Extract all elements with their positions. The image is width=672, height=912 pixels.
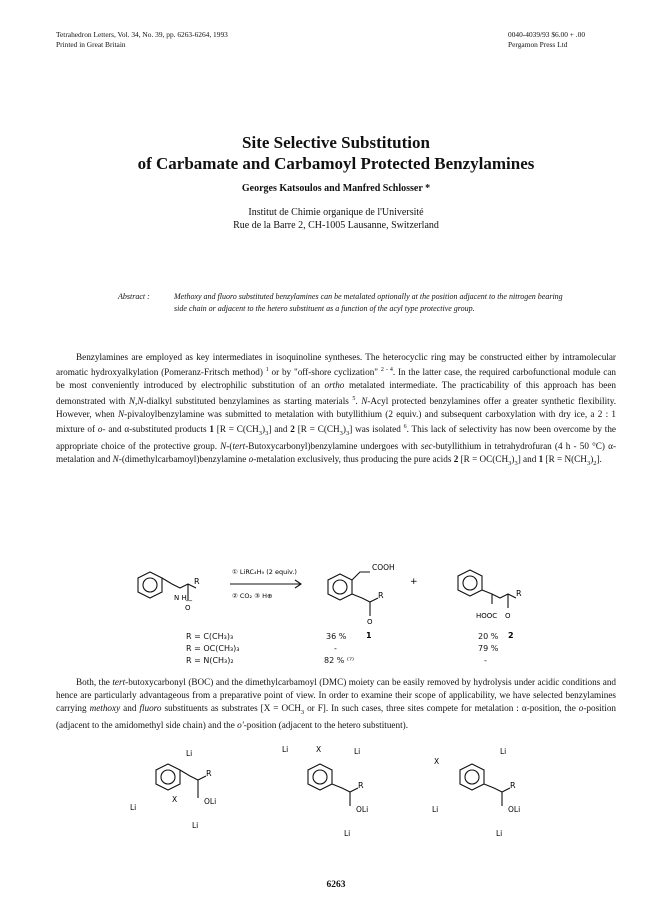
yield-1: 82 % ⁽⁷⁾	[324, 656, 355, 665]
paragraph-1: Benzylamines are employed as key intermediates in isoquinoline syntheses. The heterocyclic ring may be constructed either by intramolecular aromatic hydroxyalkylation (Pomeranz-Fritsch method) $^1$ or by "off-shore cyclization" $^{2 - 4}$. In the latter case, the required carbofunctional module can be most conveniently introduced by electrophilic substitution of an ortho metalated intermediate. The practicability of this approach has been demonstrated with N,N-dialkyl substituted benzylamines as starting materials $^5$. N-Acyl protected benzylamines offer a greater synthetic flexibility. However, when N-pivaloylbenzylamine was submitted to metalation with butyllithium (2 equiv.) and subsequent carboxylation with dry ice, a 2 : 1 mixture of o- and α-substituted products 1 $[R = C(CH_3)_3]$ and 2 $[R = C(CH_3)_3]$ was isolated $^6$. This lack of selectivity has now been overcome by the appropriate choice of the protective group. N-(tert-Butoxycarbonyl)benzylamine undergoes with sec-butyllithium in tetrahydrofuran (4 h - 50 °C) α-metalation and N-(dimethylcarbamoyl)benzylamine o-metalation exclusively, thus producing the pure acids 2 $[R = OC(CH_3)_3]$ and 1 $[R = N(CH_3)_2]$.	[56, 352, 617, 468]
abstract-text: Methoxy and fluoro substituted benzylamines can be metalated optionally at the position adjacent to the nitrogen bearing side chain or adjacent to the hetero substituent as a function of the acyl type protective group.	[174, 292, 563, 313]
yield-row	[186, 632, 526, 644]
reaction-scheme-2	[120, 742, 560, 852]
yield-table	[186, 632, 526, 668]
li-label: Li	[354, 747, 361, 756]
yield-row	[186, 656, 526, 668]
yield-1: 36 %	[326, 632, 347, 641]
reagent-2: ② CO₂ ③ H⊕	[232, 592, 273, 600]
affiliation-line-2: Rue de la Barre 2, CH-1005 Lausanne, Switzerland	[233, 220, 439, 231]
o-label-product2: O	[505, 612, 511, 620]
title-line-2: of Carbamate and Carbamoyl Protected Benzylamines	[137, 154, 535, 173]
li-label: Li	[192, 821, 199, 830]
li-label: Li	[432, 805, 439, 814]
oli-label: OLi	[356, 805, 369, 814]
li-label: Li	[186, 749, 193, 758]
yield-2: 20 %	[478, 632, 499, 641]
yield-2: 79 %	[478, 644, 499, 653]
yield-row	[186, 644, 526, 656]
oli-label: OLi	[204, 797, 217, 806]
li-label: Li	[496, 829, 503, 838]
hooc-label: HOOC	[476, 612, 498, 620]
substituent: R = C(CH₃)₃	[186, 632, 234, 641]
plus-sign: +	[410, 577, 418, 587]
printed-in: Printed in Great Britain	[56, 40, 126, 49]
nh-label: N H ͟	[174, 594, 189, 602]
r-label-product1: R	[378, 591, 384, 600]
journal-citation: Tetrahedron Letters, Vol. 34, No. 39, pp. 6263-6264, 1993	[56, 30, 228, 39]
li-label: Li	[282, 745, 289, 754]
abstract-label: Abstract :	[118, 292, 150, 301]
li-label: Li	[500, 747, 507, 756]
compound-1-label: 1	[366, 631, 372, 640]
oli-label: OLi	[508, 805, 521, 814]
yield-2: -	[484, 656, 487, 665]
r-label: R	[206, 769, 212, 778]
li-label: Li	[130, 803, 137, 812]
r-label: R	[194, 577, 200, 586]
substituent: R = N(CH₃)₂	[186, 656, 234, 665]
x-label: X	[434, 757, 440, 766]
publisher: Pergamon Press Ltd	[508, 40, 568, 49]
o-label: O	[185, 604, 191, 612]
reagent-1: ① LiRC₄H₉ (2 equiv.)	[232, 568, 297, 576]
r-label: R	[358, 781, 364, 790]
page-number: 6263	[326, 880, 346, 890]
cooh-label: COOH	[372, 563, 395, 572]
r-label: R	[510, 781, 516, 790]
o-label-product1: O	[367, 618, 373, 626]
li-label: Li	[344, 829, 351, 838]
r-label-product2: R	[516, 589, 522, 598]
compound-2-label: 2	[508, 631, 514, 640]
authors: Georges Katsoulos and Manfred Schlosser *	[241, 183, 431, 194]
issn-code: 0040-4039/93 $6.00 + .00	[508, 30, 586, 39]
paragraph-2: Both, the tert-butoxycarbonyl (BOC) and the dimethylcarbamoyl (DMC) moiety can be easily removed by hydrolysis under acidic conditions and hence are particularly advantageous from a preparative point of view. In order to examine their scope of applicability, we have selected benzylamines carrying methoxy and fluoro substituents as substrates [$X = OCH_3$ or F]. In such cases, three sites compete for metalation : α-position, the o-position (adjacent to the amidomethyl side chain) and the o'-position (adjacent to the hetero substituent).	[56, 677, 617, 731]
affiliation-line-1: Institut de Chimie organique de l'Université	[248, 207, 424, 218]
reaction-scheme-1	[120, 560, 560, 640]
x-label: X	[172, 795, 178, 804]
substituent: R = OC(CH₃)₃	[186, 644, 240, 653]
title-line-1: Site Selective Substitution	[242, 133, 430, 152]
x-label: X	[316, 745, 322, 754]
abstract	[118, 291, 570, 314]
yield-1: -	[334, 644, 337, 653]
